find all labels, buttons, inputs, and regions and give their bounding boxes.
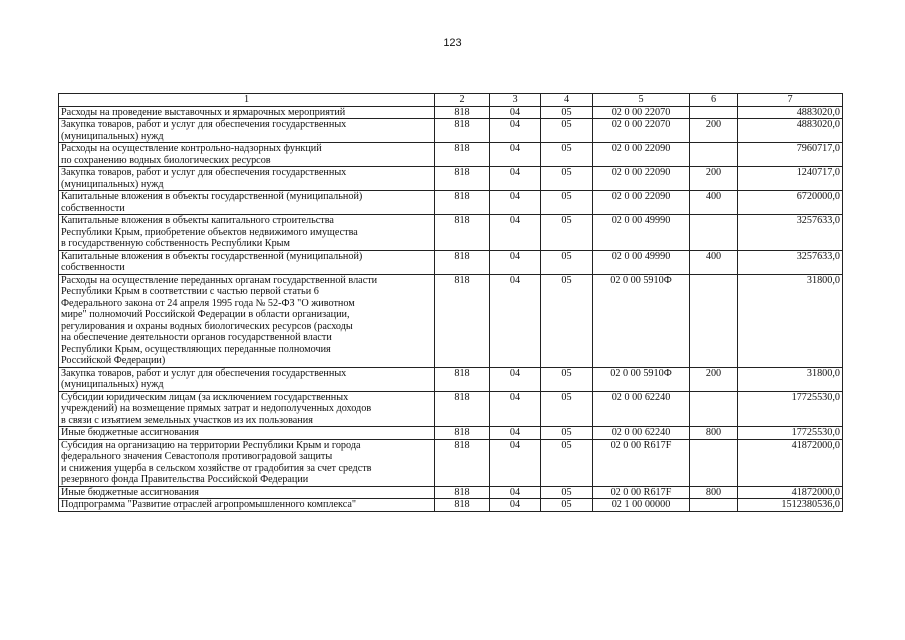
- row-expense-type-cell: [690, 274, 738, 367]
- header-cell: 1: [59, 94, 435, 107]
- row-section-cell: 04: [490, 367, 541, 391]
- header-cell: 2: [435, 94, 490, 107]
- row-amount-cell: 31800,0: [738, 274, 843, 367]
- row-expense-type-cell: 400: [690, 191, 738, 215]
- row-amount-cell: 4883020,0: [738, 119, 843, 143]
- row-expense-type-cell: 800: [690, 486, 738, 499]
- table-row: [59, 427, 843, 440]
- table-row: [59, 167, 843, 191]
- row-code-cell: 818: [435, 391, 490, 427]
- row-target-item-cell: 02 0 00 22090: [593, 191, 690, 215]
- row-section-cell: 04: [490, 499, 541, 512]
- row-subsection-cell: 05: [541, 119, 593, 143]
- row-expense-type-cell: 800: [690, 427, 738, 440]
- row-target-item-cell: 02 0 00 R617F: [593, 439, 690, 486]
- table-row: [59, 191, 843, 215]
- row-code-cell: 818: [435, 167, 490, 191]
- row-code-cell: 818: [435, 427, 490, 440]
- header-cell: 7: [738, 94, 843, 107]
- page-number: 123: [443, 37, 462, 49]
- row-code-cell: 818: [435, 215, 490, 251]
- row-subsection-cell: 05: [541, 367, 593, 391]
- row-target-item-cell: 02 0 00 R617F: [593, 486, 690, 499]
- row-target-item-cell: 02 1 00 00000: [593, 499, 690, 512]
- table-row: [59, 143, 843, 167]
- row-section-cell: 04: [490, 274, 541, 367]
- row-amount-cell: 17725530,0: [738, 391, 843, 427]
- row-amount-cell: 31800,0: [738, 367, 843, 391]
- row-section-cell: 04: [490, 119, 541, 143]
- row-subsection-cell: 05: [541, 439, 593, 486]
- table-row: [59, 486, 843, 499]
- row-expense-type-cell: [690, 439, 738, 486]
- row-name-cell: Закупка товаров, работ и услуг для обеспечения государственных (муниципальных) нужд: [59, 119, 435, 143]
- row-expense-type-cell: 200: [690, 119, 738, 143]
- row-name-cell: Расходы на проведение выставочных и ярмарочных мероприятий: [59, 106, 435, 119]
- row-name-cell: Подпрограмма "Развитие отраслей агропромышленного комплекса": [59, 499, 435, 512]
- row-target-item-cell: 02 0 00 62240: [593, 391, 690, 427]
- row-code-cell: 818: [435, 143, 490, 167]
- table-row: [59, 499, 843, 512]
- row-expense-type-cell: [690, 499, 738, 512]
- row-expense-type-cell: 200: [690, 367, 738, 391]
- row-code-cell: 818: [435, 106, 490, 119]
- table-body: [59, 106, 843, 511]
- row-subsection-cell: 05: [541, 499, 593, 512]
- row-amount-cell: 41872000,0: [738, 486, 843, 499]
- row-name-cell: Закупка товаров, работ и услуг для обеспечения государственных (муниципальных) нужд: [59, 167, 435, 191]
- row-name-cell: Иные бюджетные ассигнования: [59, 486, 435, 499]
- row-name-cell: Капитальные вложения в объекты капитального строительства Республики Крым, приобретение объектов недвижимого имущества в государственную собственность Республики Крым: [59, 215, 435, 251]
- row-amount-cell: 17725530,0: [738, 427, 843, 440]
- row-name-cell: Расходы на осуществление контрольно-надзорных функций по сохранению водных биологических ресурсов: [59, 143, 435, 167]
- header-row: [59, 94, 843, 107]
- table-row: [59, 215, 843, 251]
- row-name-cell: Иные бюджетные ассигнования: [59, 427, 435, 440]
- row-target-item-cell: 02 0 00 49990: [593, 250, 690, 274]
- row-subsection-cell: 05: [541, 191, 593, 215]
- table-row: [59, 119, 843, 143]
- row-target-item-cell: 02 0 00 5910Ф: [593, 367, 690, 391]
- row-name-cell: Капитальные вложения в объекты государственной (муниципальной) собственности: [59, 250, 435, 274]
- row-amount-cell: 1512380536,0: [738, 499, 843, 512]
- table-row: [59, 106, 843, 119]
- row-section-cell: 04: [490, 391, 541, 427]
- table-row: [59, 439, 843, 486]
- budget-table: [58, 93, 843, 512]
- table-row: [59, 250, 843, 274]
- header-cell: 6: [690, 94, 738, 107]
- row-name-cell: Закупка товаров, работ и услуг для обеспечения государственных (муниципальных) нужд: [59, 367, 435, 391]
- row-expense-type-cell: [690, 143, 738, 167]
- row-subsection-cell: 05: [541, 486, 593, 499]
- table-row: [59, 367, 843, 391]
- row-target-item-cell: 02 0 00 62240: [593, 427, 690, 440]
- row-target-item-cell: 02 0 00 22070: [593, 106, 690, 119]
- row-subsection-cell: 05: [541, 250, 593, 274]
- header-cell: 3: [490, 94, 541, 107]
- table-row: [59, 274, 843, 367]
- row-amount-cell: 3257633,0: [738, 250, 843, 274]
- row-section-cell: 04: [490, 106, 541, 119]
- row-amount-cell: 7960717,0: [738, 143, 843, 167]
- row-code-cell: 818: [435, 439, 490, 486]
- row-code-cell: 818: [435, 191, 490, 215]
- row-code-cell: 818: [435, 274, 490, 367]
- row-target-item-cell: 02 0 00 49990: [593, 215, 690, 251]
- row-code-cell: 818: [435, 367, 490, 391]
- row-name-cell: Субсидия на организацию на территории Республики Крым и города федерального значения Севастополя противоградовой защиты и снижения ущерба в сельском хозяйстве от градобития за счет средств резервного фонда Правительства Российской Федерации: [59, 439, 435, 486]
- row-section-cell: 04: [490, 143, 541, 167]
- row-expense-type-cell: 400: [690, 250, 738, 274]
- row-expense-type-cell: 200: [690, 167, 738, 191]
- row-expense-type-cell: [690, 391, 738, 427]
- row-subsection-cell: 05: [541, 215, 593, 251]
- row-name-cell: Капитальные вложения в объекты государственной (муниципальной) собственности: [59, 191, 435, 215]
- row-code-cell: 818: [435, 486, 490, 499]
- row-name-cell: Расходы на осуществление переданных органам государственной власти Республики Крым в соответствии с частью первой статьи 6 Федерального закона от 24 апреля 1995 года № 52-ФЗ "О животном мире" полномочий Российской Федерации в области организации, регулирования и охраны водных биологических ресурсов (расходы на обеспечение деятельности органов государственной власти Республики Крым, осуществляющих переданные полномочия Российской Федерации): [59, 274, 435, 367]
- header-cell: 4: [541, 94, 593, 107]
- row-amount-cell: 6720000,0: [738, 191, 843, 215]
- row-amount-cell: 41872000,0: [738, 439, 843, 486]
- row-subsection-cell: 05: [541, 106, 593, 119]
- row-section-cell: 04: [490, 250, 541, 274]
- row-subsection-cell: 05: [541, 391, 593, 427]
- row-target-item-cell: 02 0 00 22070: [593, 119, 690, 143]
- row-subsection-cell: 05: [541, 143, 593, 167]
- row-target-item-cell: 02 0 00 22090: [593, 143, 690, 167]
- table-row: [59, 391, 843, 427]
- row-amount-cell: 3257633,0: [738, 215, 843, 251]
- row-section-cell: 04: [490, 167, 541, 191]
- row-subsection-cell: 05: [541, 427, 593, 440]
- row-code-cell: 818: [435, 250, 490, 274]
- row-target-item-cell: 02 0 00 5910Ф: [593, 274, 690, 367]
- row-amount-cell: 1240717,0: [738, 167, 843, 191]
- header-cell: 5: [593, 94, 690, 107]
- row-name-cell: Субсидии юридическим лицам (за исключением государственных учреждений) на возмещение прямых затрат и недополученных доходов в связи с изъятием земельных участков из их пользования: [59, 391, 435, 427]
- row-code-cell: 818: [435, 119, 490, 143]
- row-target-item-cell: 02 0 00 22090: [593, 167, 690, 191]
- row-expense-type-cell: [690, 215, 738, 251]
- row-code-cell: 818: [435, 499, 490, 512]
- row-expense-type-cell: [690, 106, 738, 119]
- row-section-cell: 04: [490, 439, 541, 486]
- row-subsection-cell: 05: [541, 167, 593, 191]
- row-section-cell: 04: [490, 427, 541, 440]
- row-section-cell: 04: [490, 486, 541, 499]
- row-section-cell: 04: [490, 191, 541, 215]
- row-section-cell: 04: [490, 215, 541, 251]
- row-amount-cell: 4883020,0: [738, 106, 843, 119]
- row-subsection-cell: 05: [541, 274, 593, 367]
